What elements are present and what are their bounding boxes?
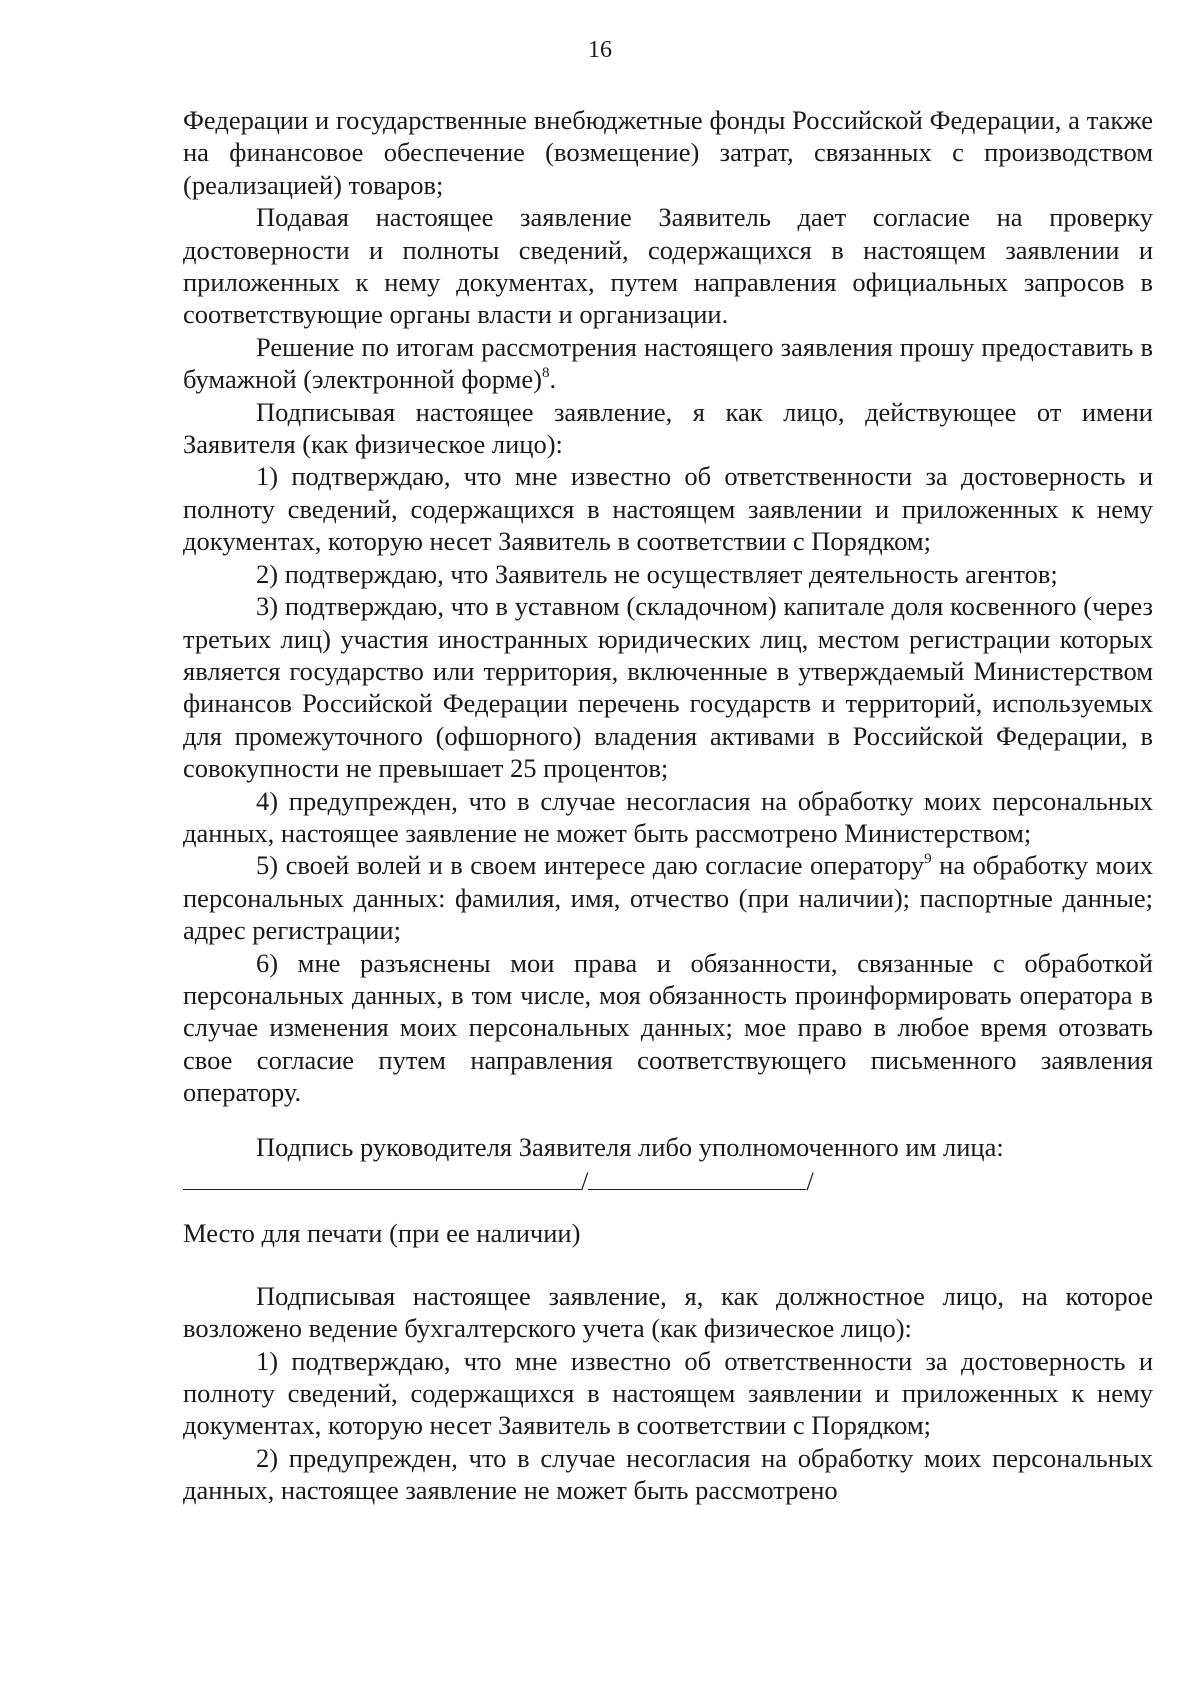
paragraph-consent-verification: Подавая настоящее заявление Заявитель дает согласие на проверку достоверности и полноты сведений, содержащихся в настоящем заявлении и приложенных к нему документах, путем направления официальных запросов в соответствующие органы власти и организации. xyxy=(183,202,1153,330)
list-item-accountant-1: 1) подтверждаю, что мне известно об ответственности за достоверность и полноту сведений, содержащихся в настоящем заявлении и приложенных к нему документах, которую несет Заявитель в соответствии с Порядком; xyxy=(183,1345,1153,1441)
item5-after: на обработку моих персональных данных: фамилия, имя, отчество (при наличии); паспортные данные; адрес регистрации; xyxy=(183,850,1153,946)
decision-text: Решение по итогам рассмотрения настоящего заявления прошу предоставить в бумажной (электронной форме) xyxy=(183,331,1153,395)
paragraph-signing-intro: Подписывая настоящее заявление, я как лицо, действующее от имени Заявителя (как физическое лицо): xyxy=(183,396,1153,460)
page-number: 16 xyxy=(588,37,612,63)
signature-end-slash: / xyxy=(806,1166,814,1196)
list-item-applicant-5 xyxy=(183,849,1153,946)
paragraph-decision-format xyxy=(183,331,1153,396)
spacer xyxy=(183,1109,1153,1131)
list-item-applicant-4: 4) предупрежден, что в случае несогласия на обработку моих персональных данных, настоящее заявление не может быть рассмотрено Министерством; xyxy=(183,785,1153,848)
footnote-marker-9: 9 xyxy=(924,851,932,868)
footnote-marker-8: 8 xyxy=(541,365,550,382)
stamp-place: Место для печати (при ее наличии) xyxy=(183,1218,581,1249)
spacer xyxy=(183,1195,1153,1217)
decision-tail: . xyxy=(549,364,557,395)
signature-label: Подпись руководителя Заявителя либо уполномоченного им лица: xyxy=(256,1131,1004,1162)
paragraph-continuation: Федерации и государственные внебюджетные фонды Российской Федерации, а также на финансовое обеспечение (возмещение) затрат, связанных с производством (реализацией) товаров; xyxy=(183,105,1153,200)
list-item-applicant-1: 1) подтверждаю, что мне известно об ответственности за достоверность и полноту сведений, содержащихся в настоящем заявлении и приложенных к нему документах, которую несет Заявитель в соответствии с Порядком; xyxy=(183,461,1153,557)
paragraph-accountant-intro: Подписывая настоящее заявление, я, как должностное лицо, на которое возложено ведение бухгалтерского учета (как физическое лицо): xyxy=(183,1280,1153,1344)
list-item-applicant-6: 6) мне разъяснены мои права и обязанности, связанные с обработкой персональных данных, в том числе, моя обязанность проинформировать оператора в случае изменения моих персональных данных; мое право в любое время отозвать свое согласие путем направления соответствующего письменного заявления оператору. xyxy=(183,947,1153,1108)
item5-before: 5) своей волей и в своем интересе даю согласие оператору xyxy=(256,850,925,881)
signature-line xyxy=(183,1163,1153,1195)
signature-blank-line xyxy=(183,1163,581,1190)
spacer xyxy=(183,1250,1153,1280)
list-item-applicant-3: 3) подтверждаю, что в уставном (складочном) капитале доля косвенного (через третьих лиц) участия иностранных юридических лиц, местом регистрации которых является государство или территория, включенные в утверждаемый Министерством финансов Российской Федерации перечень государств и территорий, используемых для промежуточного (офшорного) владения активами в Российской Федерации, в совокупности не превышает 25 процентов; xyxy=(183,591,1153,784)
signature-separator: / xyxy=(581,1166,589,1196)
list-item-applicant-2: 2) подтверждаю, что Заявитель не осуществляет деятельность агентов; xyxy=(256,558,1058,589)
document-body xyxy=(183,104,1153,1507)
name-blank-line xyxy=(588,1163,806,1190)
list-item-accountant-2: 2) предупрежден, что в случае несогласия на обработку моих персональных данных, настоящее заявление не может быть рассмотрено xyxy=(183,1442,1153,1506)
